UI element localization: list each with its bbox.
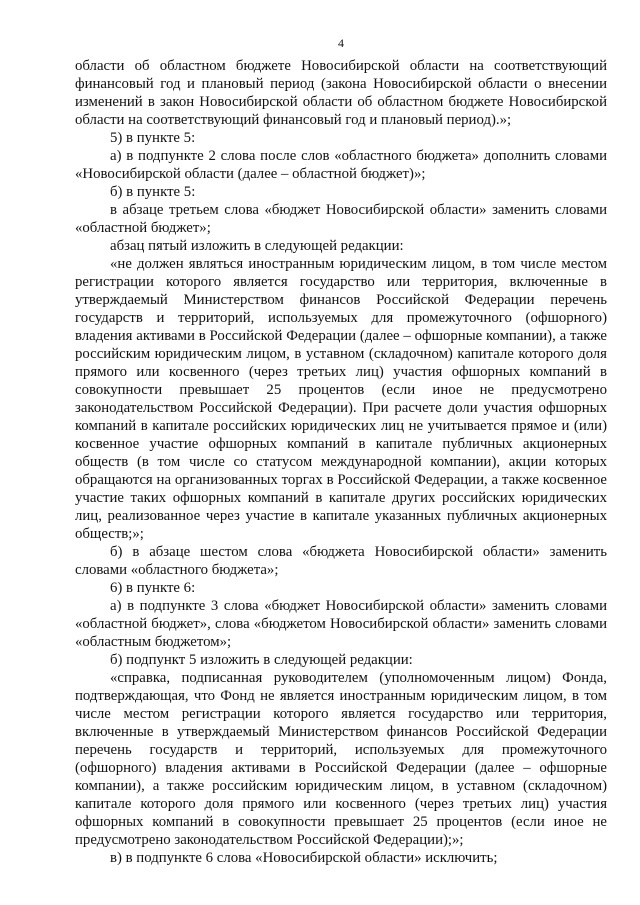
paragraph: 6) в пункте 6: [110, 580, 196, 596]
paragraph: «справка, подписанная руководителем (уполномоченным лицом) Фонда, подтверждающая, что Фонд не является иностранным юридическим лицом, в том числе местом регистрации которого является государство или территория, включенные в утверждаемый Министерством финансов Российской Федерации перечень государств и территорий, используемых для промежуточного (офшорного) владения активами в Российской Федерации (далее – офшорные компании), а также российским юридическим лицом, в уставном (складочном) капитале которого доля прямого или косвенного (через третьих лиц) участия офшорных компаний в совокупности превышает 25 процентов (если иное не предусмотрено законодательством Российской Федерации);»; [75, 670, 607, 848]
paragraph: а) в подпункте 2 слова после слов «областного бюджета» дополнить словами «Новосибирской области (далее – областной бюджет)»; [75, 148, 607, 182]
paragraph: а) в подпункте 3 слова «бюджет Новосибирской области» заменить словами «областной бюджет», слова «бюджетом Новосибирской области» заменить словами «областным бюджетом»; [75, 598, 607, 650]
paragraph: «не должен являться иностранным юридическим лицом, в том числе местом регистрации которого является государство или территория, включенные в утверждаемый Министерством финансов Российской Федерации перечень государств и территорий, используемых для промежуточного (офшорного) владения активами в Российской Федерации (далее – офшорные компании), а также российским юридическим лицом, в уставном (складочном) капитале которого доля прямого или косвенного (через третьих лиц) участия офшорных компаний в совокупности превышает 25 процентов (если иное не предусмотрено законодательством Российской Федерации). При расчете доли участия офшорных компаний в капитале российских юридических лиц не учитывается прямое и (или) косвенное участие офшорных компаний в капитале публичных акционерных обществ (в том числе со статусом международной компании), акции которых обращаются на организованных торгах в Российской Федерации, а также косвенное участие таких офшорных компаний в капитале других российских юридических лиц, реализованное через участие в капитале указанных публичных акционерных обществ;»; [75, 256, 607, 542]
document-page [75, 0, 607, 905]
document-body [75, 57, 607, 867]
paragraph: области об областном бюджете Новосибирской области на соответствующий финансовый год и плановый период (закона Новосибирской области о внесении изменений в закон Новосибирской области об областном бюджете Новосибирской области на соответствующий финансовый год и плановый период).»; [75, 58, 607, 128]
paragraph: 5) в пункте 5: [110, 130, 196, 146]
paragraph: б) в абзаце шестом слова «бюджета Новосибирской области» заменить словами «областного бюджета»; [75, 544, 607, 578]
paragraph: в абзаце третьем слова «бюджет Новосибирской области» заменить словами «областной бюджет»; [75, 202, 607, 236]
page-number: 4 [338, 36, 344, 50]
paragraph: б) в пункте 5: [110, 184, 196, 200]
paragraph: абзац пятый изложить в следующей редакции: [110, 238, 404, 254]
paragraph: б) подпункт 5 изложить в следующей редакции: [110, 652, 413, 668]
paragraph: в) в подпункте 6 слова «Новосибирской области» исключить; [110, 850, 498, 866]
